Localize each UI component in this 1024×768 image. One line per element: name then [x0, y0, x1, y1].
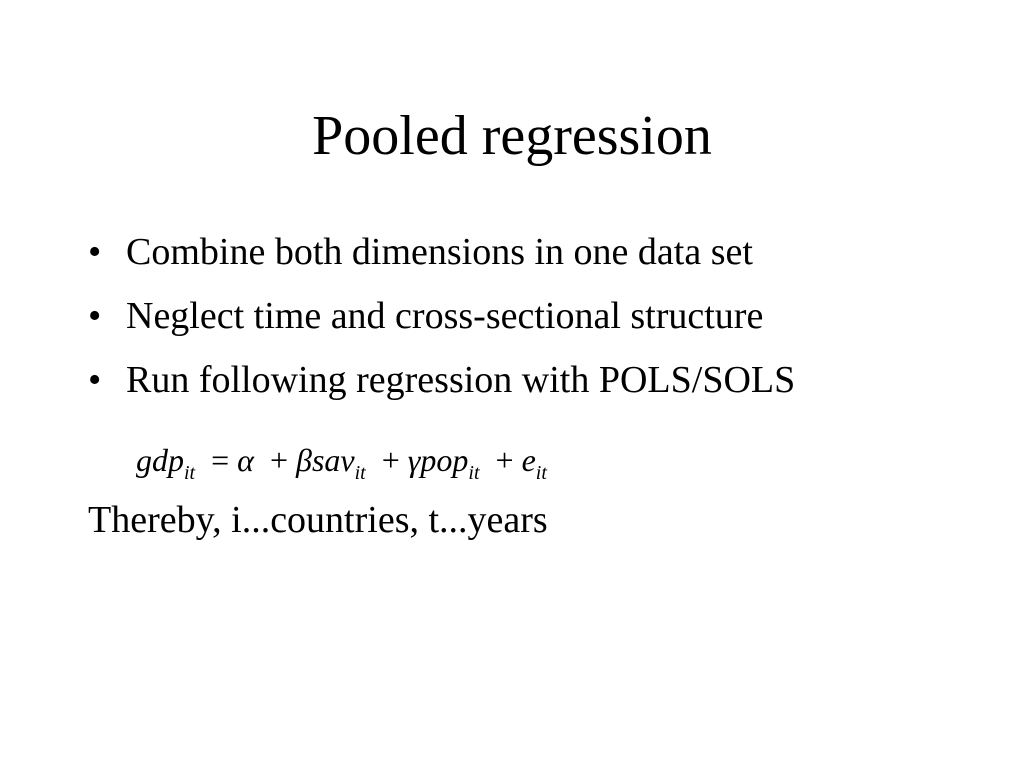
regression-equation: [136, 438, 547, 495]
equation-equals: =: [211, 442, 230, 478]
equation-alpha: α: [237, 442, 254, 478]
equation-error: e: [521, 442, 536, 478]
equation-beta-term: βsav: [296, 442, 355, 478]
equation-plus: +: [269, 442, 289, 478]
slide-title: Pooled regression: [312, 105, 712, 167]
bullet-item: [88, 230, 988, 274]
bullet-marker: •: [88, 359, 102, 401]
bullet-text: Combine both dimensions in one data set: [126, 231, 753, 273]
bullet-item: [88, 358, 988, 402]
bullet-item: [88, 294, 988, 338]
equation-plus: +: [381, 442, 400, 478]
bullet-text: Run following regression with POLS/SOLS: [126, 359, 796, 401]
equation-error-subscript: it: [535, 462, 547, 484]
equation-beta-subscript: it: [354, 462, 366, 484]
definition-note: Thereby, i...countries, t...years: [88, 499, 548, 541]
bullet-marker: •: [88, 295, 102, 337]
equation-gamma-subscript: it: [468, 462, 480, 484]
bullet-text: Neglect time and cross-sectional structure: [126, 295, 764, 337]
bullet-list: [88, 230, 988, 422]
equation-gamma-term: γpop: [407, 442, 469, 478]
equation-lhs: gdp: [136, 442, 184, 478]
equation-plus: +: [495, 442, 514, 478]
bullet-marker: •: [88, 231, 102, 273]
equation-lhs-subscript: it: [184, 462, 196, 484]
